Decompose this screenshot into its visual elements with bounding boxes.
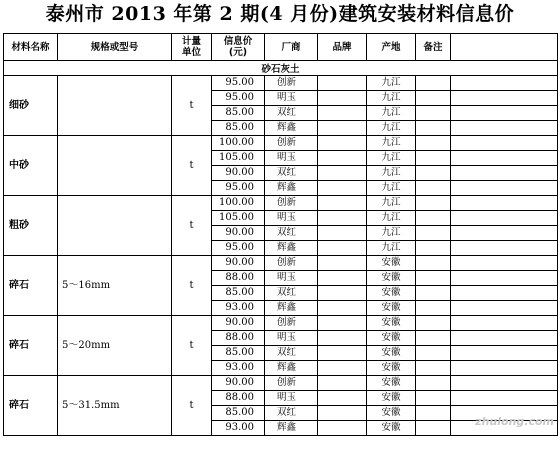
manufacturer-cell: 创新: [265, 256, 318, 271]
note-cell: [416, 286, 451, 301]
origin-cell: 九江: [367, 226, 416, 241]
note-cell: [416, 271, 451, 286]
manufacturer-cell: 明玉: [265, 211, 318, 226]
price-cell: 95.00: [212, 241, 265, 256]
brand-cell: [318, 211, 367, 226]
note-cell: [416, 241, 451, 256]
price-cell: 85.00: [212, 286, 265, 301]
note-cell: [416, 391, 451, 406]
brand-cell: [318, 361, 367, 376]
price-cell: 90.00: [212, 316, 265, 331]
blank-cell: [451, 406, 558, 421]
blank-cell: [451, 316, 558, 331]
header-price-line1: 信息价: [223, 36, 253, 47]
brand-cell: [318, 376, 367, 391]
note-cell: [416, 106, 451, 121]
origin-cell: 九江: [367, 91, 416, 106]
unit-cell: t: [172, 316, 212, 376]
note-cell: [416, 301, 451, 316]
price-cell: 95.00: [212, 76, 265, 91]
origin-cell: 九江: [367, 211, 416, 226]
price-table: [3, 33, 558, 436]
category-label: 砂石灰土: [4, 61, 558, 76]
brand-cell: [318, 256, 367, 271]
note-cell: [416, 196, 451, 211]
blank-cell: [451, 76, 558, 91]
price-cell: 90.00: [212, 376, 265, 391]
note-cell: [416, 316, 451, 331]
spec-cell: 5～20mm: [58, 316, 172, 376]
brand-cell: [318, 76, 367, 91]
price-cell: 100.00: [212, 196, 265, 211]
manufacturer-cell: 双红: [265, 226, 318, 241]
note-cell: [416, 136, 451, 151]
spec-cell: [58, 196, 172, 256]
manufacturer-cell: 辉鑫: [265, 241, 318, 256]
origin-cell: 安徽: [367, 271, 416, 286]
origin-cell: 安徽: [367, 301, 416, 316]
brand-cell: [318, 121, 367, 136]
price-cell: 85.00: [212, 106, 265, 121]
blank-cell: [451, 241, 558, 256]
manufacturer-cell: 双红: [265, 106, 318, 121]
brand-cell: [318, 91, 367, 106]
blank-cell: [451, 376, 558, 391]
origin-cell: 九江: [367, 136, 416, 151]
origin-cell: 安徽: [367, 361, 416, 376]
blank-cell: [451, 286, 558, 301]
manufacturer-cell: 辉鑫: [265, 361, 318, 376]
origin-cell: 九江: [367, 241, 416, 256]
note-cell: [416, 121, 451, 136]
manufacturer-cell: 明玉: [265, 91, 318, 106]
spec-cell: [58, 76, 172, 136]
price-cell: 85.00: [212, 346, 265, 361]
table-row: [4, 316, 558, 331]
note-cell: [416, 181, 451, 196]
manufacturer-cell: 明玉: [265, 271, 318, 286]
brand-cell: [318, 391, 367, 406]
blank-cell: [451, 121, 558, 136]
origin-cell: 九江: [367, 106, 416, 121]
header-price-line2: (元): [228, 47, 248, 58]
price-cell: 105.00: [212, 151, 265, 166]
brand-cell: [318, 106, 367, 121]
header-unit-line1: 计量: [181, 36, 201, 47]
price-table-body: [4, 61, 558, 436]
brand-cell: [318, 166, 367, 181]
manufacturer-cell: 创新: [265, 316, 318, 331]
price-cell: 105.00: [212, 211, 265, 226]
header-brand: 品牌: [318, 34, 367, 61]
note-cell: [416, 331, 451, 346]
manufacturer-cell: 明玉: [265, 151, 318, 166]
table-row: [4, 196, 558, 211]
manufacturer-cell: 创新: [265, 196, 318, 211]
brand-cell: [318, 151, 367, 166]
price-cell: 90.00: [212, 226, 265, 241]
blank-cell: [451, 256, 558, 271]
brand-cell: [318, 421, 367, 436]
brand-cell: [318, 316, 367, 331]
price-cell: 93.00: [212, 301, 265, 316]
manufacturer-cell: 辉鑫: [265, 301, 318, 316]
origin-cell: 安徽: [367, 376, 416, 391]
blank-cell: [451, 91, 558, 106]
material-name-cell: 碎石: [4, 256, 58, 316]
origin-cell: 九江: [367, 166, 416, 181]
brand-cell: [318, 406, 367, 421]
note-cell: [416, 406, 451, 421]
price-cell: 95.00: [212, 91, 265, 106]
brand-cell: [318, 241, 367, 256]
unit-cell: t: [172, 256, 212, 316]
watermark: zhulong.com: [475, 415, 554, 428]
price-cell: 88.00: [212, 331, 265, 346]
material-name-cell: 碎石: [4, 376, 58, 436]
note-cell: [416, 421, 451, 436]
origin-cell: 九江: [367, 76, 416, 91]
header-material-name: 材料名称: [4, 34, 58, 61]
blank-cell: [451, 136, 558, 151]
manufacturer-cell: 明玉: [265, 391, 318, 406]
blank-cell: [451, 196, 558, 211]
price-cell: 85.00: [212, 406, 265, 421]
unit-cell: t: [172, 376, 212, 436]
brand-cell: [318, 196, 367, 211]
manufacturer-cell: 双红: [265, 286, 318, 301]
origin-cell: 安徽: [367, 406, 416, 421]
brand-cell: [318, 271, 367, 286]
note-cell: [416, 211, 451, 226]
spec-cell: 5～16mm: [58, 256, 172, 316]
spec-cell: [58, 136, 172, 196]
brand-cell: [318, 346, 367, 361]
price-cell: 93.00: [212, 421, 265, 436]
unit-cell: t: [172, 76, 212, 136]
brand-cell: [318, 226, 367, 241]
price-cell: 88.00: [212, 391, 265, 406]
price-cell: 95.00: [212, 181, 265, 196]
origin-cell: 九江: [367, 196, 416, 211]
note-cell: [416, 76, 451, 91]
origin-cell: 安徽: [367, 316, 416, 331]
manufacturer-cell: 创新: [265, 76, 318, 91]
note-cell: [416, 376, 451, 391]
table-row: [4, 256, 558, 271]
manufacturer-cell: 双红: [265, 406, 318, 421]
unit-cell: t: [172, 136, 212, 196]
blank-cell: [451, 226, 558, 241]
brand-cell: [318, 181, 367, 196]
material-name-cell: 中砂: [4, 136, 58, 196]
note-cell: [416, 361, 451, 376]
brand-cell: [318, 286, 367, 301]
origin-cell: 九江: [367, 181, 416, 196]
origin-cell: 安徽: [367, 331, 416, 346]
price-cell: 90.00: [212, 166, 265, 181]
table-row: [4, 376, 558, 391]
note-cell: [416, 91, 451, 106]
price-cell: 93.00: [212, 361, 265, 376]
manufacturer-cell: 双红: [265, 346, 318, 361]
note-cell: [416, 151, 451, 166]
price-cell: 90.00: [212, 256, 265, 271]
header-spec: 规格或型号: [58, 34, 172, 61]
header-price: [212, 34, 265, 61]
price-cell: 85.00: [212, 121, 265, 136]
origin-cell: 安徽: [367, 391, 416, 406]
header-unit: [172, 34, 212, 61]
material-name-cell: 细砂: [4, 76, 58, 136]
material-name-cell: 碎石: [4, 316, 58, 376]
table-row: [4, 76, 558, 91]
header-unit-line2: 单位: [181, 47, 201, 58]
page-title: 泰州市 2013 年第 2 期(4 月份)建筑安装材料信息价: [45, 3, 515, 25]
price-cell: 100.00: [212, 136, 265, 151]
note-cell: [416, 166, 451, 181]
blank-cell: [451, 211, 558, 226]
table-row: [4, 136, 558, 151]
manufacturer-cell: 辉鑫: [265, 181, 318, 196]
blank-cell: [451, 361, 558, 376]
blank-cell: [451, 346, 558, 361]
blank-cell: [451, 151, 558, 166]
unit-cell: t: [172, 196, 212, 256]
origin-cell: 九江: [367, 151, 416, 166]
manufacturer-cell: 辉鑫: [265, 121, 318, 136]
blank-cell: [451, 271, 558, 286]
note-cell: [416, 346, 451, 361]
header-blank: [451, 34, 558, 61]
manufacturer-cell: 双红: [265, 166, 318, 181]
origin-cell: 安徽: [367, 286, 416, 301]
manufacturer-cell: 明玉: [265, 331, 318, 346]
brand-cell: [318, 301, 367, 316]
brand-cell: [318, 331, 367, 346]
manufacturer-cell: 创新: [265, 136, 318, 151]
header-origin: 产地: [367, 34, 416, 61]
manufacturer-cell: 创新: [265, 376, 318, 391]
blank-cell: [451, 421, 558, 436]
blank-cell: [451, 331, 558, 346]
spec-cell: 5～31.5mm: [58, 376, 172, 436]
manufacturer-cell: 辉鑫: [265, 421, 318, 436]
note-cell: [416, 256, 451, 271]
blank-cell: [451, 181, 558, 196]
origin-cell: 安徽: [367, 256, 416, 271]
header-note: 备注: [416, 34, 451, 61]
brand-cell: [318, 136, 367, 151]
price-cell: 88.00: [212, 271, 265, 286]
header-manufacturer: 厂商: [265, 34, 318, 61]
category-row: [4, 61, 558, 76]
origin-cell: 安徽: [367, 421, 416, 436]
note-cell: [416, 226, 451, 241]
blank-cell: [451, 166, 558, 181]
material-name-cell: 粗砂: [4, 196, 58, 256]
origin-cell: 九江: [367, 121, 416, 136]
header-row: [4, 34, 558, 61]
blank-cell: [451, 301, 558, 316]
origin-cell: 安徽: [367, 346, 416, 361]
blank-cell: [451, 391, 558, 406]
blank-cell: [451, 106, 558, 121]
